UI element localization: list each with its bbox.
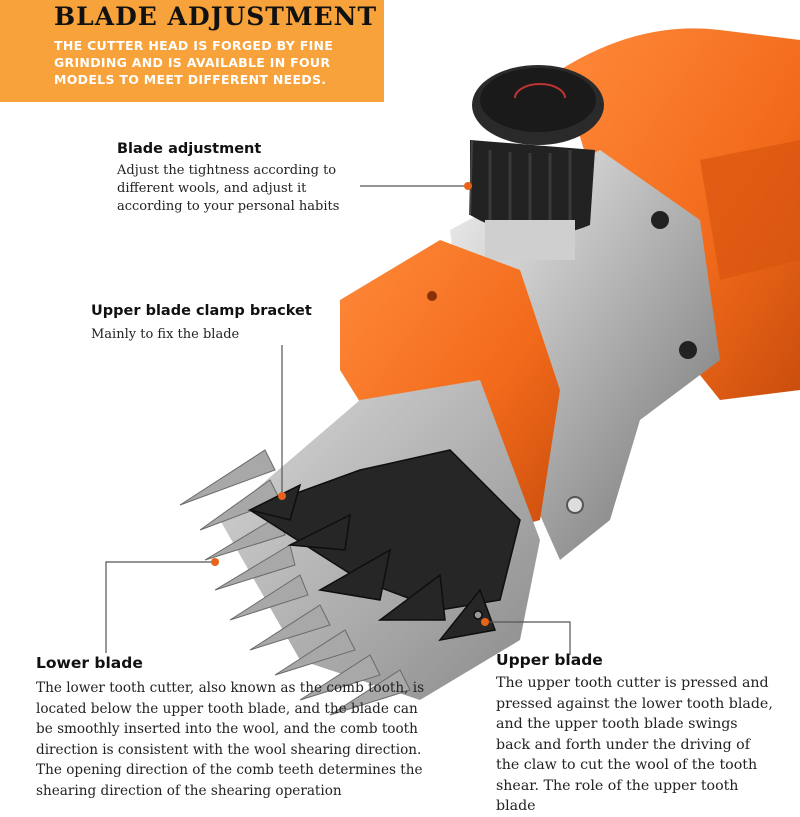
lower-blade-body: The lower tooth cutter, also known as the comb tooth, is located below the upper tooth blade, and the blade can be smoothly inserted into the wool, and the comb tooth direction is consistent with the wool shearing direction. The opening direction of the comb teeth determines the shearing direction of the shearing operation <box>36 680 425 799</box>
clamp-bracket-title: Upper blade clamp bracket <box>91 303 312 319</box>
blade-adjustment-body: Adjust the tightness according to different wools, and adjust it according to your personal habits <box>117 163 340 214</box>
upper-blade-title: Upper blade <box>496 651 603 669</box>
banner-title: BLADE ADJUSTMENT <box>54 2 378 31</box>
upper-blade-body: The upper tooth cutter is pressed and pressed against the lower tooth blade, and the upper tooth blade swings back and forth under the driving of the claw to cut the wool of the tooth shear. The role of the upper tooth blade <box>496 675 773 814</box>
blade-adjustment-title: Blade adjustment <box>117 141 262 157</box>
header-banner <box>0 0 384 102</box>
banner-subtitle: THE CUTTER HEAD IS FORGED BY FINE GRINDING AND IS AVAILABLE IN FOUR MODELS TO MEET DIFFERENT NEEDS. <box>54 38 334 87</box>
clamp-bracket-body: Mainly to fix the blade <box>91 327 240 342</box>
lower-blade-title: Lower blade <box>36 654 143 672</box>
